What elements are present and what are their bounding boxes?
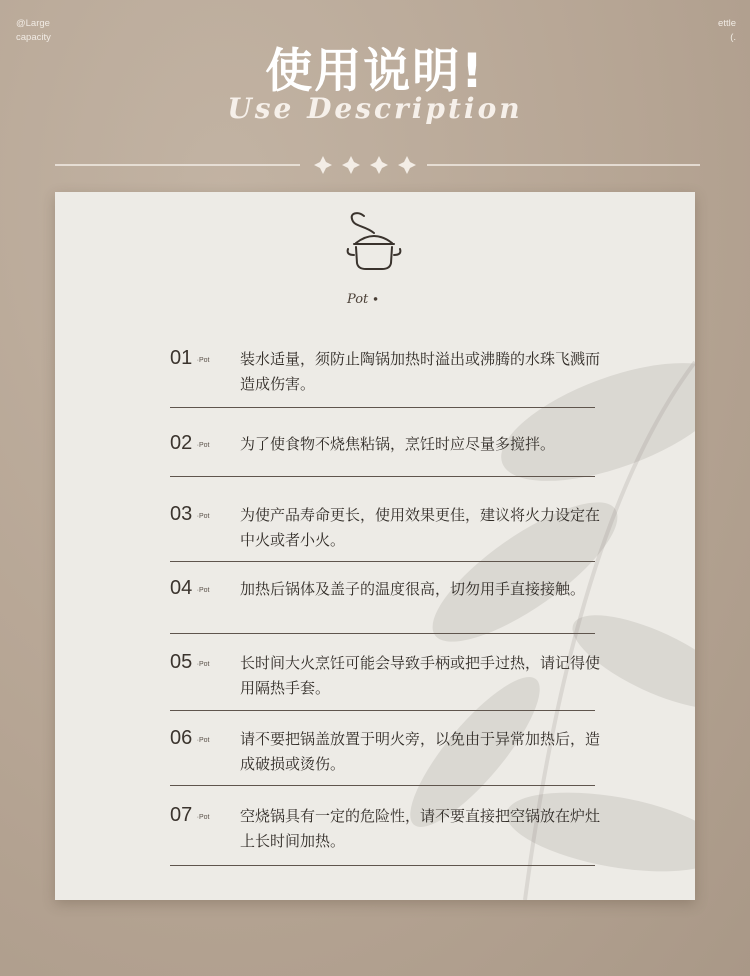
item-text: 装水适量，须防止陶锅加热时溢出或沸腾的水珠飞溅而造成伤害。 xyxy=(240,350,601,393)
instruction-item-4 xyxy=(170,577,595,634)
item-number: 04 xyxy=(170,577,193,599)
corner-right-line1: ettle xyxy=(718,18,736,29)
item-text: 长时间大火烹饪可能会导致手柄或把手过热，请记得使用隔热手套。 xyxy=(240,654,601,697)
item-tag: ∙Pot xyxy=(197,357,210,364)
corner-left-line1: @Large xyxy=(16,18,50,29)
instruction-card xyxy=(55,192,695,900)
item-tag: ∙Pot xyxy=(197,513,210,520)
item-text: 空烧锅具有一定的危险性，请不要直接把空锅放在炉灶上长时间加热。 xyxy=(240,807,601,850)
item-text: 为了使食物不烧焦粘锅，烹饪时应尽量多搅拌。 xyxy=(240,435,556,453)
item-number: 01 xyxy=(170,347,193,369)
item-tag: ∙Pot xyxy=(197,737,210,744)
item-tag: ∙Pot xyxy=(197,814,210,821)
corner-right-line2: (. xyxy=(730,32,736,43)
item-text: 为使产品寿命更长，使用效果更佳，建议将火力设定在中火或者小火。 xyxy=(240,506,601,549)
item-number: 07 xyxy=(170,804,193,826)
pot-logo-text: Pot ∙ xyxy=(347,292,379,307)
item-text: 加热后锅体及盖子的温度很高，切勿用手直接接触。 xyxy=(240,580,586,598)
corner-left-line2: capacity xyxy=(16,32,51,43)
ornament-divider xyxy=(55,151,700,179)
page-subtitle: Use Description xyxy=(227,92,523,125)
item-tag: ∙Pot xyxy=(197,661,210,668)
item-tag: ∙Pot xyxy=(197,587,210,594)
instruction-item-2 xyxy=(170,432,595,477)
page-title: 使用说明! xyxy=(265,44,485,99)
instruction-item-7 xyxy=(170,804,601,866)
pot-icon xyxy=(338,211,410,273)
item-number: 02 xyxy=(170,432,193,454)
instruction-item-5 xyxy=(170,651,601,711)
item-text: 请不要把锅盖放置于明火旁，以免由于异常加热后，造成破损或烫伤。 xyxy=(240,730,601,773)
item-number: 06 xyxy=(170,727,193,749)
item-number: 03 xyxy=(170,503,193,525)
item-tag: ∙Pot xyxy=(197,442,210,449)
instruction-item-3 xyxy=(170,503,601,562)
item-number: 05 xyxy=(170,651,193,673)
instruction-item-1 xyxy=(170,347,601,408)
instruction-item-6 xyxy=(170,727,601,786)
